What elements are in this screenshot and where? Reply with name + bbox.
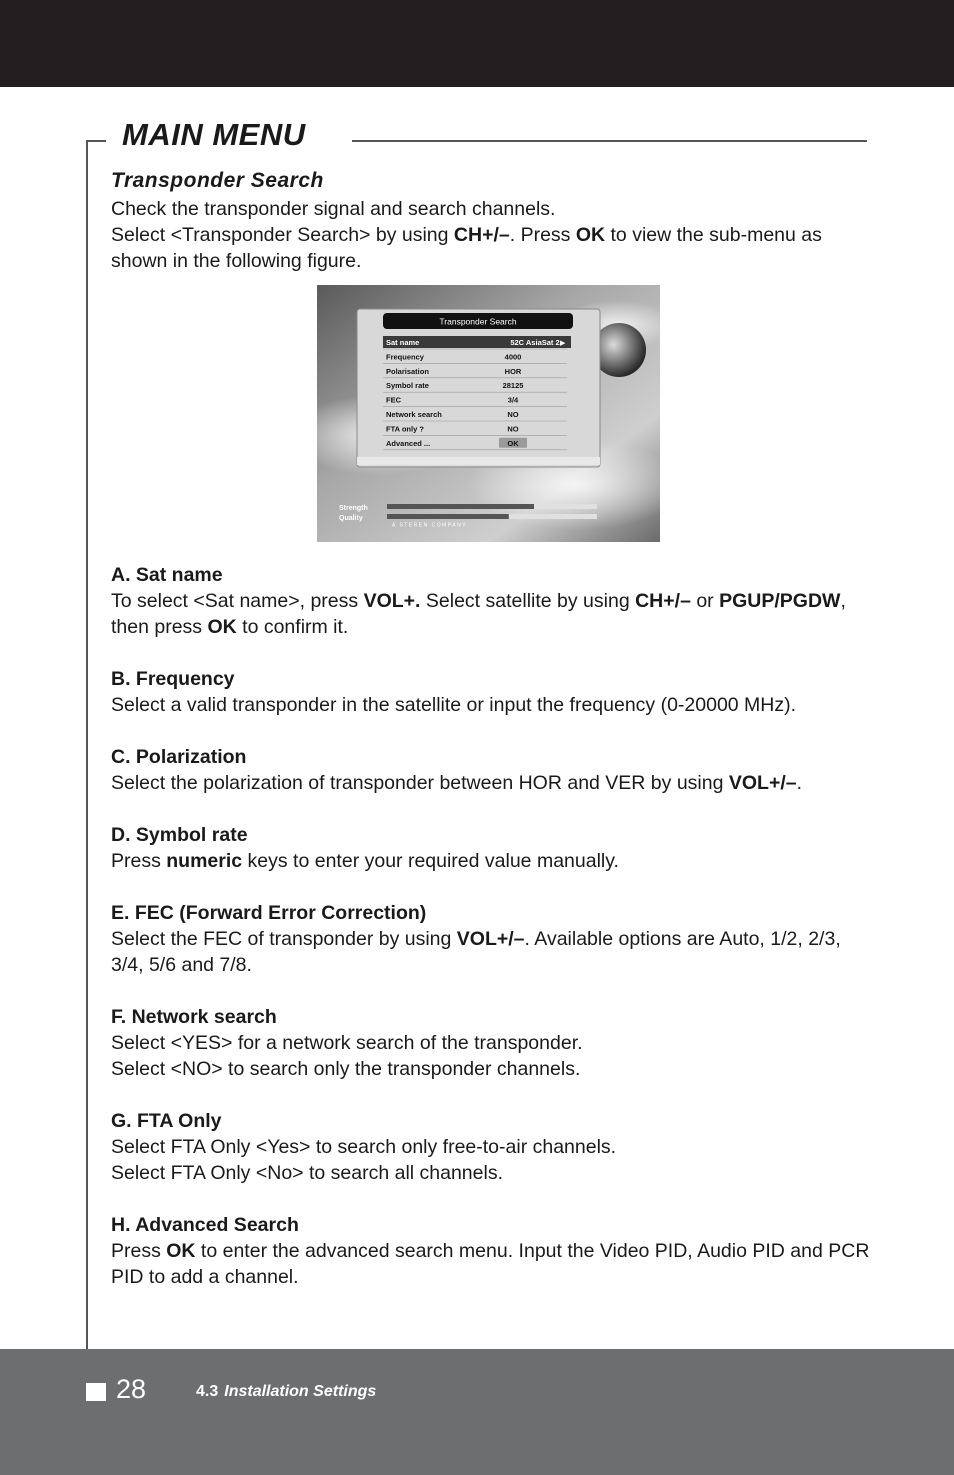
text-run: , then press bbox=[111, 590, 846, 638]
strength-bar bbox=[387, 504, 534, 509]
text-run: Select <Transponder Search> by using bbox=[111, 224, 454, 246]
quality-label: Quality bbox=[339, 515, 363, 522]
text-run: Press bbox=[111, 1240, 167, 1262]
item-title: H. Advanced Search bbox=[111, 1214, 299, 1236]
text-run: To select <Sat name>, press bbox=[111, 590, 364, 612]
text-run: Select <NO> to search only the transponder channels. bbox=[111, 1058, 581, 1080]
text-run: to view the sub-menu as shown in the following figure. bbox=[111, 224, 822, 272]
menu-row-label[interactable]: Symbol rate bbox=[386, 381, 429, 391]
page-number: 28 bbox=[116, 1374, 147, 1404]
item-title: D. Symbol rate bbox=[111, 824, 248, 846]
list-item bbox=[111, 1212, 871, 1290]
strength-label: Strength bbox=[339, 505, 368, 512]
item-text bbox=[111, 848, 871, 874]
item-text bbox=[111, 1134, 871, 1160]
menu-title: Transponder Search bbox=[439, 316, 517, 327]
text-run: . Press bbox=[509, 224, 576, 246]
item-title: A. Sat name bbox=[111, 564, 223, 586]
intro-line: Check the transponder signal and search channels. bbox=[111, 198, 556, 220]
text-run: Select FTA Only <No> to search all channels. bbox=[111, 1162, 503, 1184]
item-text bbox=[111, 1160, 871, 1186]
text-run: to enter the advanced search menu. Input the Video PID, Audio PID and PCR PID to add a channel. bbox=[111, 1240, 870, 1288]
text-run: Select <YES> for a network search of the transponder. bbox=[111, 1032, 583, 1054]
menu-row-value: HOR bbox=[504, 366, 522, 376]
item-title: F. Network search bbox=[111, 1006, 277, 1028]
text-run: Press bbox=[111, 850, 167, 872]
item-title: C. Polarization bbox=[111, 746, 247, 768]
bold-term: OK bbox=[575, 224, 606, 246]
menu-row-label[interactable]: Polarisation bbox=[386, 366, 429, 376]
list-item bbox=[111, 666, 871, 718]
item-text bbox=[111, 1056, 871, 1082]
text-run: or bbox=[690, 590, 720, 612]
bold-term: OK bbox=[166, 1240, 196, 1262]
footer-section-number: 4.3 bbox=[196, 1383, 219, 1400]
section-title: Transponder Search bbox=[111, 169, 324, 192]
menu-row-value: NO bbox=[507, 410, 519, 419]
text-run: to confirm it. bbox=[236, 616, 349, 638]
menu-row-label[interactable]: FTA only ? bbox=[386, 424, 424, 434]
bold-term: VOL+. bbox=[363, 590, 421, 612]
footer-section-name: Installation Settings bbox=[224, 1383, 377, 1400]
list-item bbox=[111, 1108, 871, 1186]
page-title: MAIN MENU bbox=[122, 117, 306, 152]
bold-term: VOL+/– bbox=[728, 772, 797, 794]
item-title: B. Frequency bbox=[111, 668, 235, 690]
menu-row-label[interactable]: Sat name bbox=[386, 338, 420, 347]
menu-footer bbox=[357, 457, 600, 465]
text-run: Select satellite by using bbox=[420, 590, 636, 612]
list-item bbox=[111, 900, 871, 978]
item-title: E. FEC (Forward Error Correction) bbox=[111, 902, 427, 924]
item-list bbox=[111, 562, 871, 1290]
bold-term: CH+/– bbox=[453, 224, 510, 246]
menu-row-value: 3/4 bbox=[507, 395, 519, 405]
item-text bbox=[111, 926, 871, 978]
company-text: A STEREN COMPANY bbox=[392, 522, 468, 529]
menu-row-value: NO bbox=[507, 424, 519, 434]
list-item bbox=[111, 822, 871, 874]
text-run: Select a valid transponder in the satellite or input the frequency (0-20000 MHz). bbox=[111, 694, 797, 716]
content bbox=[111, 168, 871, 1316]
title-rule bbox=[352, 140, 867, 142]
menu-row-label[interactable]: FEC bbox=[386, 395, 401, 405]
menu-row-label[interactable]: Frequency bbox=[386, 352, 424, 362]
text-run: Select the polarization of transponder between HOR and VER by using bbox=[111, 772, 729, 794]
footer-bar bbox=[0, 1349, 954, 1475]
item-text bbox=[111, 1030, 871, 1056]
screenshot-figure bbox=[317, 285, 660, 542]
text-run: . bbox=[796, 772, 803, 794]
page-marker bbox=[86, 1383, 106, 1401]
footer-section bbox=[196, 1383, 376, 1401]
quality-bar bbox=[387, 514, 509, 519]
item-text bbox=[111, 692, 871, 718]
list-item bbox=[111, 1004, 871, 1082]
text-run: Select the FEC of transponder by using bbox=[111, 928, 457, 950]
item-text bbox=[111, 1238, 871, 1290]
list-item bbox=[111, 562, 871, 640]
list-item bbox=[111, 744, 871, 796]
top-bar bbox=[0, 0, 954, 87]
menu-row-value: 4000 bbox=[504, 352, 522, 362]
item-title: G. FTA Only bbox=[111, 1110, 222, 1132]
menu-row-value: 52C AsiaSat 2 bbox=[510, 338, 560, 347]
text-run: Select FTA Only <Yes> to search only free-to-air channels. bbox=[111, 1136, 617, 1158]
text-run: . Available options are Auto, 1/2, 2/3, 3/4, 5/6 and 7/8. bbox=[111, 928, 841, 976]
title-tick bbox=[86, 140, 106, 142]
arrow-right-icon: ▶ bbox=[560, 340, 566, 347]
intro-line bbox=[111, 222, 871, 274]
bold-term: CH+/– bbox=[635, 590, 691, 612]
transponder-search-screen bbox=[317, 285, 660, 542]
margin-rule bbox=[86, 140, 88, 1350]
bold-term: OK bbox=[207, 616, 237, 638]
bold-term: numeric bbox=[166, 850, 243, 872]
bold-term: PGUP/PGDW bbox=[719, 590, 841, 612]
item-text bbox=[111, 770, 871, 796]
menu-row-value: OK bbox=[507, 438, 519, 448]
bold-term: VOL+/– bbox=[456, 928, 525, 950]
menu-row-value: 28125 bbox=[502, 381, 524, 391]
menu-row-label[interactable]: Network search bbox=[386, 410, 442, 419]
text-run: keys to enter your required value manually. bbox=[242, 850, 619, 872]
item-text bbox=[111, 588, 871, 640]
menu-row-label[interactable]: Advanced ... bbox=[386, 438, 431, 448]
